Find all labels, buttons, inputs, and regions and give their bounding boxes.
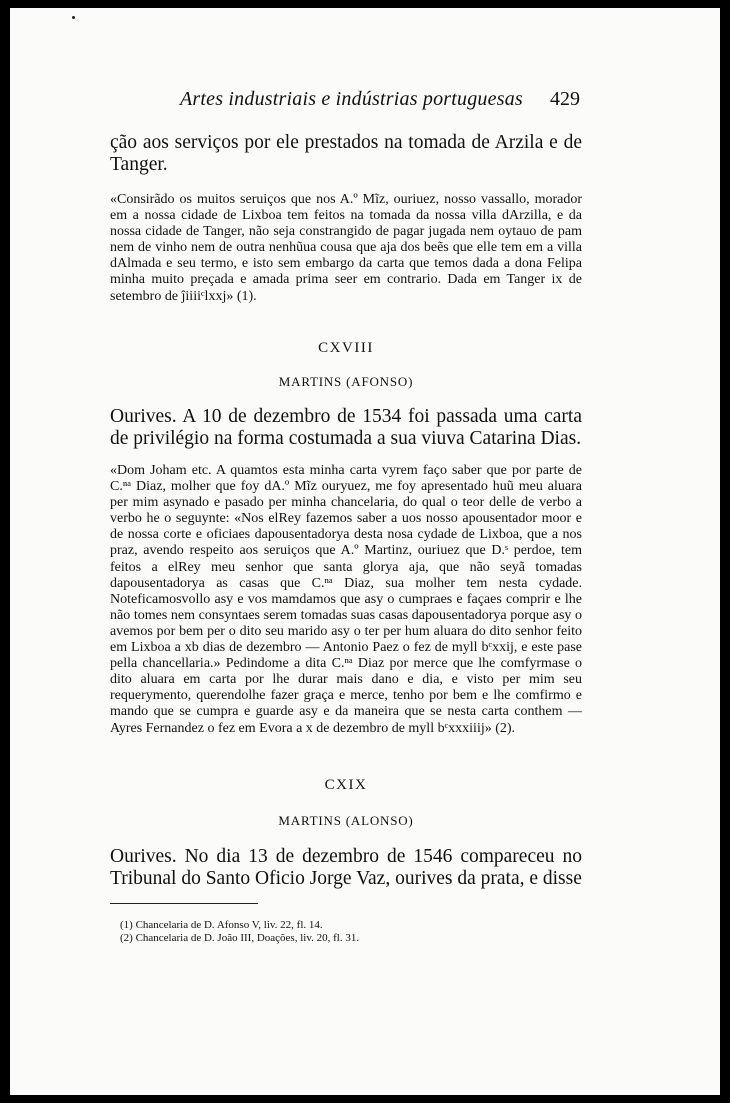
quote-text-2: «Dom Joham etc. A quamtos esta minha carta vyrem faço saber que por parte de C.ⁿᵃ Diaz, molher que foy dA.º Mĩz ouryuez, me foy apresentado huũ meu aluara per mim asynado e pasado per minha chancelaria, do qual o teor delle de verbo a verbo he o seguynte: «Nos elRey fazemos saber a uos nosso apousentador moor e de nossa corte e oficiaes dapousentadorya desta nosa cydade de Lixboa, que a nos praz, avendo respeito aos seruiços que A.º Martinz, ouriuez que D.ˢ perdoe, tem feitos a elRey meu senhor que santa glorya aja, que não seyã tomadas dapousentadorya as casas que C.ⁿᵃ Diaz, sua molher tem nesta cydade. Noteficamosvollo asy e vos mamdamos que asy o cumpraes e façaes comprir e lhe não tomes nem consyntaes serem tomadas suas casas dapousentadorya porque asy o avemos por bem per o dito seu marido asy o ter per hum aluara do dito senhor feito em Lixboa a xb dias de dezembro — Antonio Paez o fez de myll bᶜxxij, e este pase pella chancellaria.» Pedindome a dita C.ⁿᵃ Diaz por merce que lhe comfyrmase o dito aluara em carta por lhe durar mais dano e dia, e visto per mim seu requerymento, querendolhe fazer graça e merce, tenho por bem e lhe comfirmo e mando que se cumpra e guarde asy e da maneira que se nesta carta conthem — Ayres Fernandez o fez em Evora a x de dezembro de myll bᶜxxxiiij» (2).: [110, 463, 582, 736]
lead-text: Ourives. No dia 13 de dezembro de 1546 compareceu no Tribunal do Santo Oficio Jorge Vaz, ourives da prata, e disse: [110, 846, 582, 889]
section-cxix-lead: [110, 846, 582, 890]
footnote-item: (2) Chancelaria de D. João III, Doações, liv. 20, fl. 31.: [120, 932, 360, 944]
lead-text: Ourives. A 10 de dezembro de 1534 foi passada uma carta de privilégio na forma costumada a sua viuva Catarina Dias.: [110, 406, 582, 449]
ink-speck: [72, 16, 75, 19]
section-cxviii-lead: [110, 406, 582, 450]
footnotes: [120, 919, 580, 945]
document-page: [10, 8, 720, 1095]
section-number: CXVIII: [318, 340, 374, 356]
continuation-paragraph: [110, 132, 582, 176]
section-name: MARTINS (AFONSO): [278, 374, 414, 389]
section-cxix-heading: [110, 771, 582, 831]
continuation-text: ção aos serviços por ele prestados na tomada de Arzila e de Tanger.: [110, 132, 582, 175]
section-number: CXIX: [324, 777, 368, 793]
quote-paragraph-1: [110, 192, 582, 305]
page-number: 429: [550, 88, 580, 110]
footnote-rule: [110, 903, 258, 904]
page-header: [180, 88, 580, 118]
section-name: MARTINS (ALONSO): [278, 813, 414, 828]
running-title: Artes industriais e indústrias portuguesas: [180, 88, 523, 110]
quote-paragraph-2: [110, 463, 582, 737]
footnote-item: (1) Chancelaria de D. Afonso V, liv. 22, fl. 14.: [120, 919, 323, 931]
section-cxviii-heading: [110, 336, 582, 396]
quote-text-1: «Consirãdo os muitos seruiços que nos A.º Mĩz, ouriuez, nosso vassallo, morador em a nossa cidade de Lixboa tem feitos na tomada da nossa villa dArzilla, e da nossa cidade de Tanger, não seja constrangido de pagar jugada nem oytauo de pam nem de vinho nem de outra nenhũua cousa que aja dos beẽs que elle tem em a villa dAlmada e seu termo, e isto sem embargo da carta que temos dada a dona Felipa minha muito preçada e amada prima seer em contrario. Dada em Tanger ix de setembro de ĵiiiiᶜlxxj» (1).: [110, 192, 582, 304]
